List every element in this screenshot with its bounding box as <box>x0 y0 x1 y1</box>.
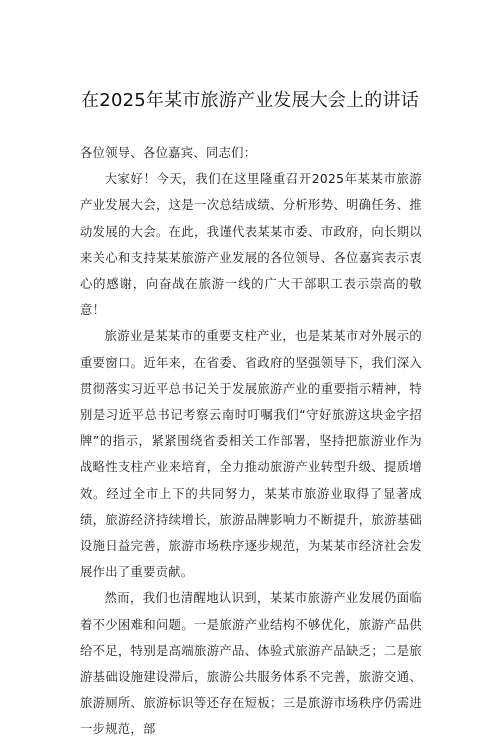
paragraph-problems: 然而，我们也清醒地认识到，某某市旅游产业发展仍面临着不少困难和问题。一是旅游产业结构不够优化，旅游产品供给不足，特别是高端旅游产品、体验式旅游产品缺乏；二是旅游基础设施建设滞后，旅游公共服务体系不完善，旅游交通、旅游厕所、旅游标识等还存在短板；三是旅游市场秩序仍需进一步规范，部 <box>80 591 422 737</box>
paragraph-greeting: 大家好！今天，我们在这里隆重召开2025年某某市旅游产业发展大会，这是一次总结成绩、分析形势、明确任务、推动发展的大会。在此，我谨代表某某市委、市政府，向长期以来关心和支持某某旅游产业发展的各位领导、各位嘉宾表示衷心的感谢，向奋战在旅游一线的广大干部职工表示崇高的敬意！ <box>80 172 422 318</box>
paragraph-achievements: 旅游业是某某市的重要支柱产业，也是某某市对外展示的重要窗口。近年来，在省委、省政府的坚强领导下，我们深入贯彻落实习近平总书记关于发展旅游产业的重要指示精神，特别是习近平总书记考察云南时叮嘱我们“守好旅游这块金字招牌”的指示，紧紧围绕省委相关工作部署，坚持把旅游业作为战略性支柱产业来培育，全力推动旅游产业转型升级、提质增效。经过全市上下的共同努力，某某市旅游业取得了显著成绩，旅游经济持续增长，旅游品牌影响力不断提升，旅游基础设施日益完善，旅游市场秩序逐步规范，为某某市经济社会发展作出了重要贡献。 <box>80 329 422 580</box>
document-body <box>80 140 422 743</box>
salutation: 各位领导、各位嘉宾、同志们： <box>80 146 257 160</box>
document-title: 在2025年某市旅游产业发展大会上的讲话 <box>81 90 419 111</box>
